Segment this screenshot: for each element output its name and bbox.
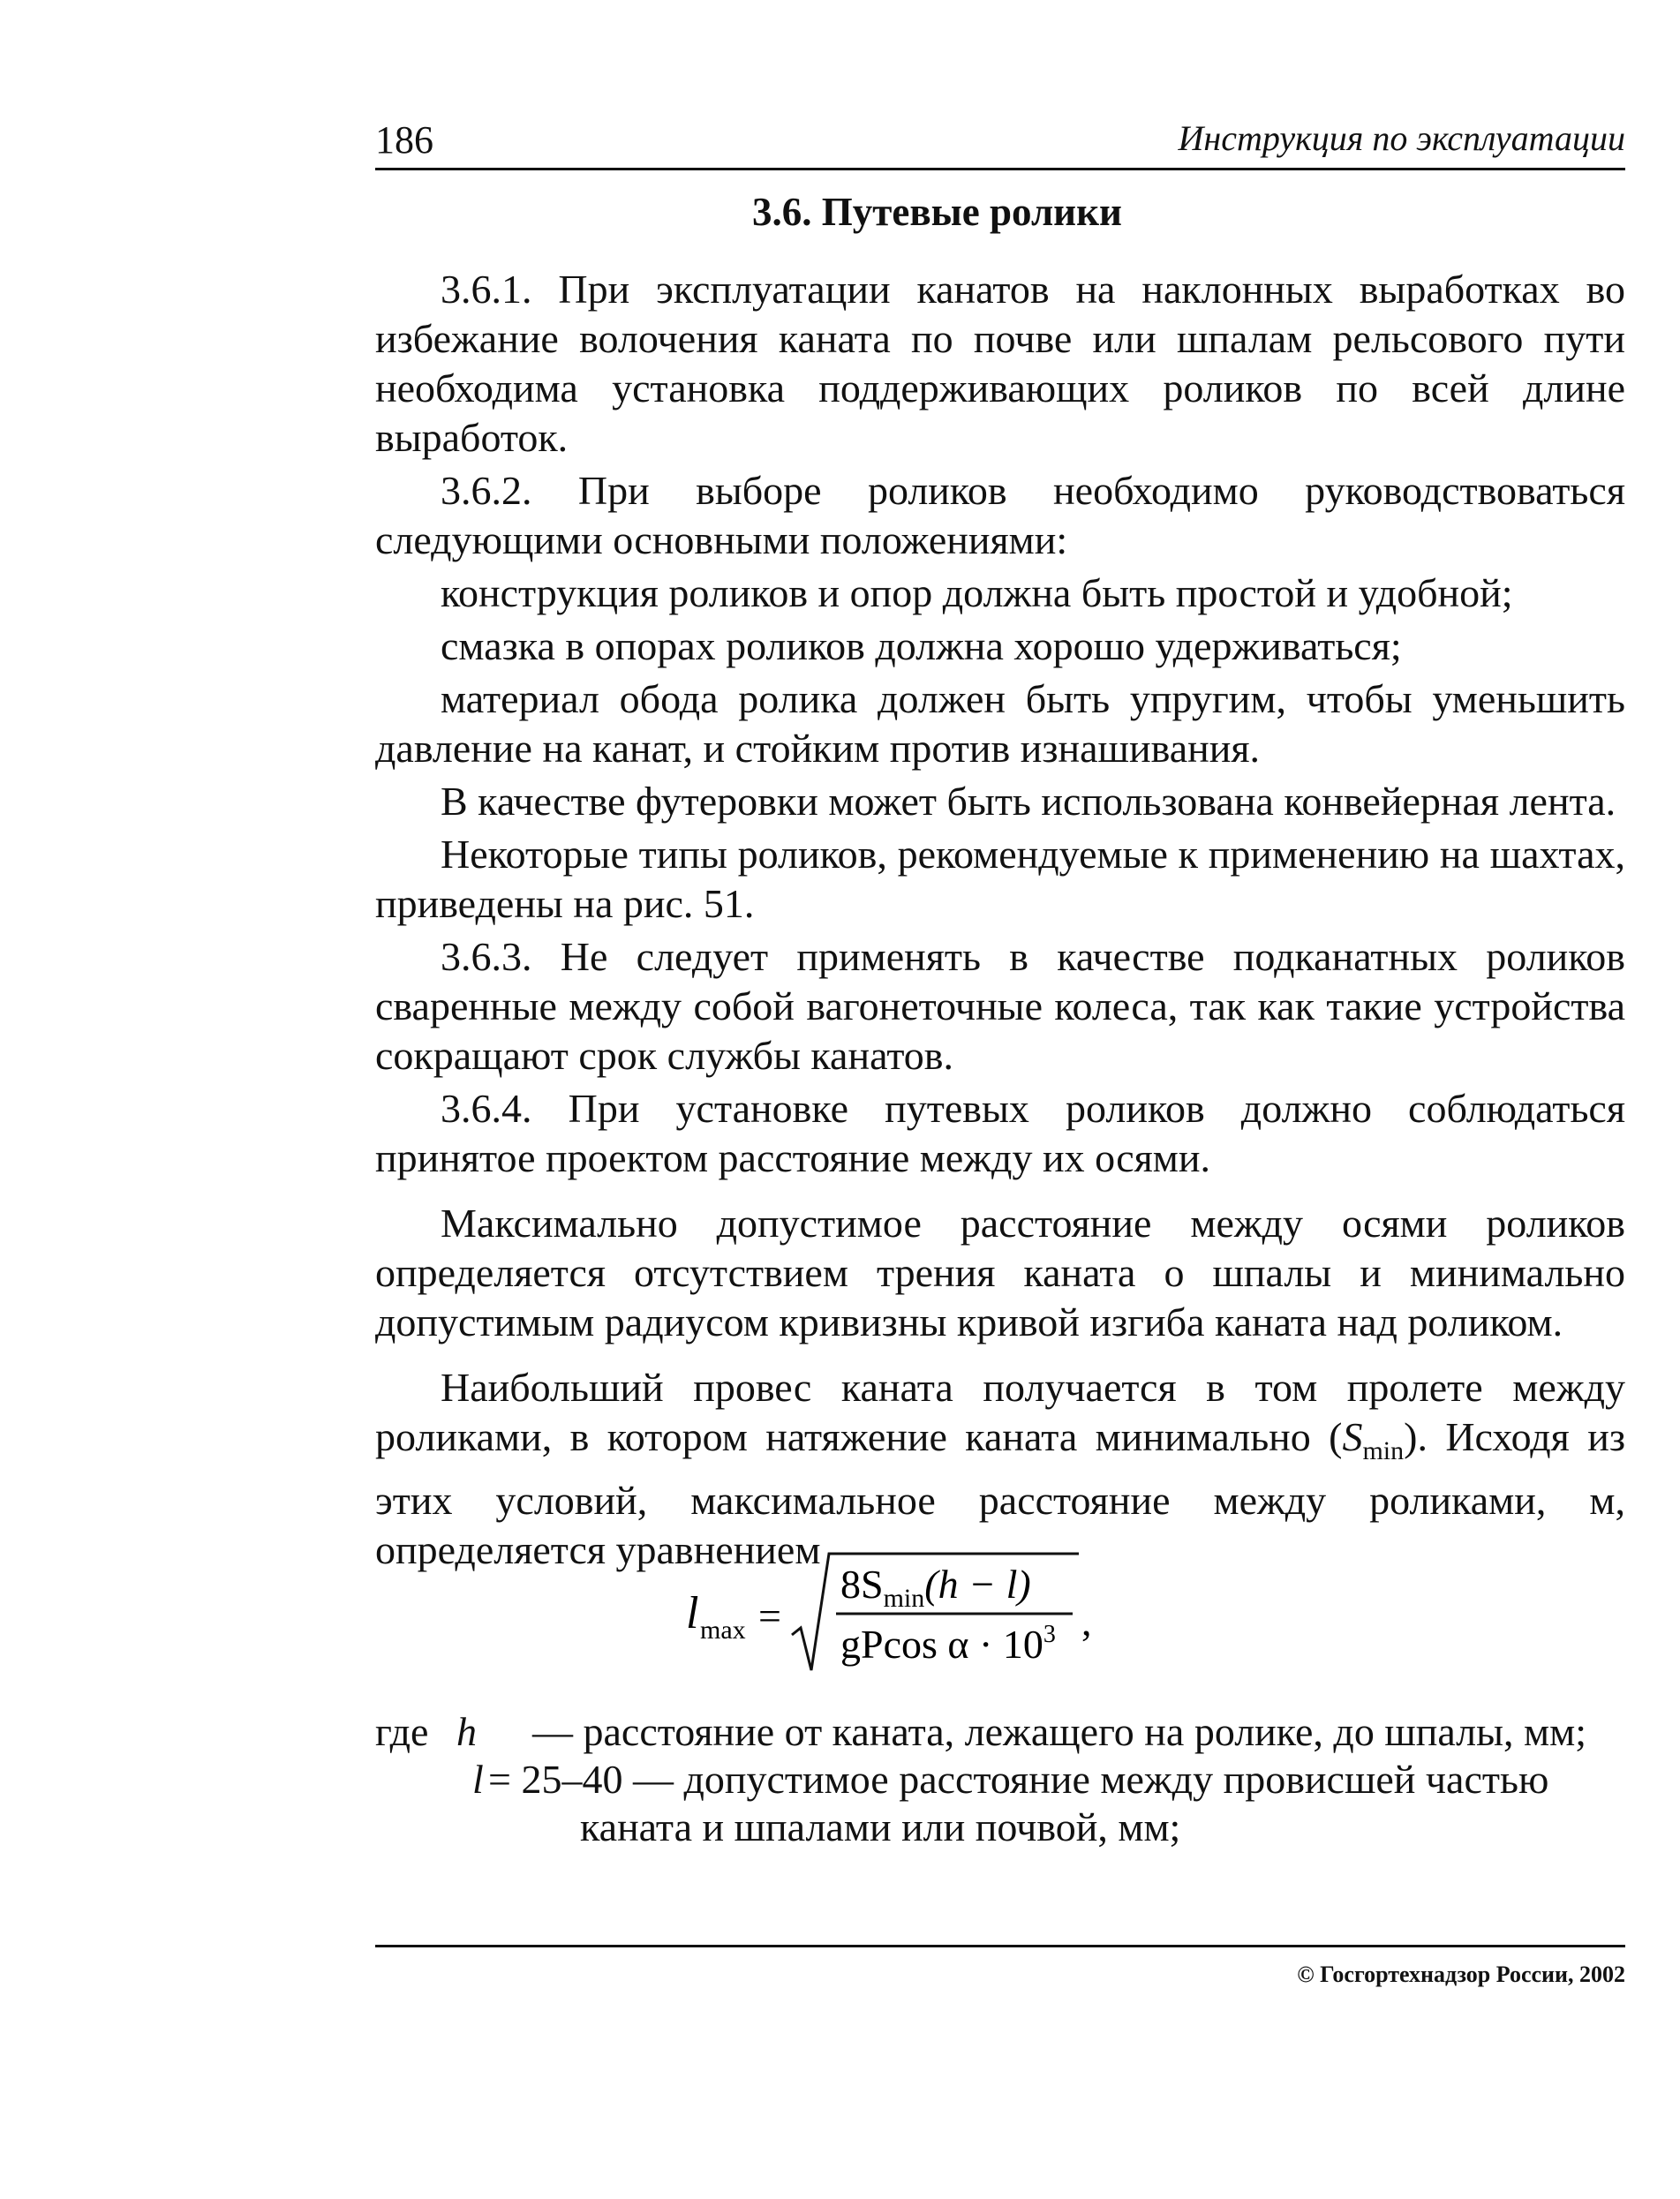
sag-text-before: Наибольший провес каната получается в том пролете между роликами, в котором натяжение каната минимально ( [375, 1365, 1625, 1459]
definition-text: = 25–40 — допустимое расстояние между провисшей частью [488, 1757, 1549, 1802]
page-number: 186 [375, 118, 433, 162]
list-item: конструкция роликов и опор должна быть простой и удобной; [441, 570, 1513, 615]
definition-text: — расстояние от каната, лежащего на ролике, до шпалы, мм; [532, 1709, 1587, 1754]
definition-lead: где [375, 1709, 429, 1754]
footer-rule [375, 1945, 1625, 1947]
paragraph-3-6-1: 3.6.1. При эксплуатации канатов на наклонных выработках во избежание волочения каната по почве или шпалам рельсового пути необходима установка поддерживающих роликов по всей длине выработок. [375, 267, 1625, 460]
paragraph-max-distance: Максимально допустимое расстояние между осями роликов определяется отсутствием трения каната о шпалы и минимально допустимым радиусом кривизны кривой изгиба каната над роликом. [375, 1201, 1625, 1344]
definition-l [375, 1756, 1625, 1804]
running-title: Инструкция по эксплуатации [1178, 118, 1625, 158]
symbol-s-subscript: min [1362, 1436, 1405, 1466]
symbol-s: S [1342, 1414, 1363, 1459]
paragraph-3-6-4: 3.6.4. При установке путевых роликов должно соблюдаться принятое проектом расстояние между их осями. [375, 1086, 1625, 1180]
paragraph-lining: В качестве футеровки может быть использована конвейерная лента. [441, 779, 1616, 824]
formula-denominator: gPcos $\alpha \cdot 10^3$ [840, 1621, 1056, 1667]
paragraph-roller-types: Некоторые типы роликов, рекомендуемые к применению на шахтах, приведены на рис. 51. [375, 832, 1625, 926]
formula-comma: , [1081, 1599, 1091, 1644]
paragraph-3-6-2: 3.6.2. При выборе роликов необходимо руководствоваться следующими основными положениями: [375, 468, 1625, 562]
body-text [375, 265, 1625, 1578]
definition-l-continued [375, 1804, 1625, 1851]
definitions [375, 1708, 1625, 1851]
formula-equals: = [757, 1593, 781, 1638]
definition-symbol: h [456, 1709, 477, 1754]
definition-text: каната и шпалами или почвой, мм; [580, 1804, 1181, 1849]
definition-h [375, 1708, 1625, 1756]
list-item: материал обода ролика должен быть упругим, чтобы уменьшить давление на канат, и стойким против изнашивания. [375, 676, 1625, 771]
paragraph-sag [375, 1363, 1625, 1575]
sag-text-after: ). Исходя из этих условий, максимальное расстояние между роликами, м, определяется уравнением [375, 1414, 1625, 1573]
list-item: смазка в опорах роликов должна хорошо удерживаться; [441, 623, 1402, 668]
footer-copyright: © Госгортехнадзор России, 2002 [1297, 1962, 1625, 1987]
formula-lhs: l [685, 1588, 698, 1638]
section-title: 3.6. Путевые ролики [752, 190, 1122, 234]
formula-lmax [0, 1547, 1680, 1683]
formula-numerator: $8S_{min}(h - l)$ [840, 1562, 1031, 1613]
definition-symbol: l [472, 1757, 484, 1802]
formula-graphic [686, 1547, 1101, 1679]
formula-lhs-subscript: max [699, 1615, 746, 1645]
paragraph-3-6-3: 3.6.3. Не следует применять в качестве подканатных роликов сваренные между собой вагонеточные колеса, так как такие устройства сокращают срок службы канатов. [375, 934, 1625, 1078]
header-rule [375, 168, 1625, 170]
